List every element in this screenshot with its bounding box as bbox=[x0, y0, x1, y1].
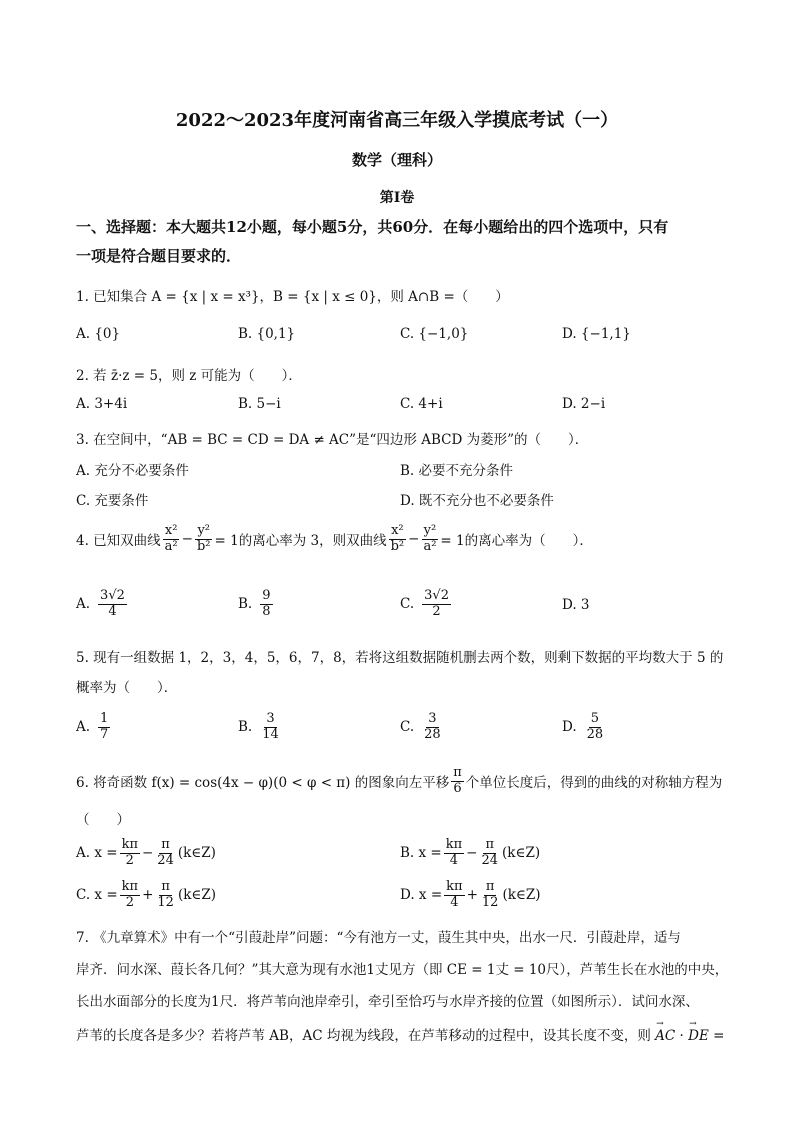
question-6-option-c: C. x = $\frac{k\pi}{2}$ + $\frac{\pi}{12}$ (k∈Z) bbox=[76, 879, 217, 910]
question-7-line4: 芦苇的长度各是多少？若将芦苇 AB，AC 均视为线段，在芦苇移动的过程中，设其长度不变，则 → AC · → DE = bbox=[76, 1024, 724, 1044]
question-6-option-b: B. x = $\frac{k\pi}{4}$ − $\frac{\pi}{24}$ (k∈Z) bbox=[400, 837, 541, 868]
question-2-option-b: B. 5−i bbox=[238, 396, 281, 412]
question-6-line2: （ ） bbox=[76, 812, 130, 828]
question-7-line3: 长出水面部分的长度为1尺．将芦苇向池岸牵引，牵引至恰巧与水岸齐接的位置（如图所示）．试问水深、 bbox=[76, 994, 699, 1010]
volume-title: 第Ⅰ卷 bbox=[379, 190, 415, 206]
question-4-stem-part3: = 1的离心率为（ ）． bbox=[440, 533, 593, 550]
question-4-stem-part2: = 1的离心率为 3，则双曲线 bbox=[214, 533, 387, 550]
question-2-option-a: A. 3+4i bbox=[76, 396, 128, 412]
vector-de: → DE bbox=[688, 1028, 709, 1044]
question-3-stem: 3. 在空间中，“AB = BC = CD = DA ≠ AC”是“四边形 ABCD 为菱形”的（ ）． bbox=[76, 432, 589, 448]
question-5-line1: 5. 现有一组数据 1，2，3，4，5，6，7，8，若将这组数据随机删去两个数，则剩下数据的平均数大于 5 的 bbox=[76, 650, 724, 666]
question-3-option-a: A. 充分不必要条件 bbox=[76, 463, 189, 479]
question-4-option-d: D. 3 bbox=[562, 597, 590, 613]
question-6-stem: 6. 将奇函数 f(x) = cos(4x − φ)(0 < φ < π) 的图象向左平移 $\frac{\pi}{6}$ 个单位长度后，得到的曲线的对称轴方程为 bbox=[76, 765, 723, 796]
subject-title: 数学（理科） bbox=[351, 151, 442, 169]
question-2-option-c: C. 4+i bbox=[400, 396, 443, 412]
question-5-option-a: A. $\frac{1}{7}$ bbox=[76, 711, 109, 742]
section-heading-line2: 一项是符合题目要求的． bbox=[76, 247, 242, 265]
question-4-option-a: A. $\frac{3√2}{4}$ bbox=[76, 588, 125, 619]
question-3-option-d: D. 既不充分也不必要条件 bbox=[400, 493, 554, 509]
vector-ac: → AC bbox=[655, 1028, 675, 1044]
question-5-option-c: C. $\frac{3}{28}$ bbox=[400, 711, 441, 742]
question-2-stem: 2. 若 z̄·z = 5，则 z 可能为（ ）． bbox=[76, 368, 302, 384]
question-7-line1: 7. 《九章算术》中有一个“引葭赴岸”问题：“今有池方一丈，葭生其中央，出水一尺．引葭赴岸，适与 bbox=[76, 930, 681, 946]
question-5-option-b: B. $\frac{3}{14}$ bbox=[238, 711, 279, 742]
exam-title: 2022～2023年度河南省高三年级入学摸底考试（一） bbox=[175, 110, 619, 131]
question-1-option-b: B. {0,1} bbox=[238, 326, 296, 342]
question-3-option-c: C. 充要条件 bbox=[76, 493, 149, 509]
section-heading-line1: 一、选择题：本大题共12小题，每小题5分，共60分．在每小题给出的四个选项中，只有 bbox=[76, 218, 669, 236]
question-1-option-a: A. {0} bbox=[76, 326, 121, 342]
question-5-option-d: D. $\frac{5}{28}$ bbox=[562, 711, 604, 742]
question-1-option-d: D. {−1,1} bbox=[562, 326, 631, 342]
fraction-y2-b2: $\frac{\text{y²}}{\text{b²}}$ bbox=[196, 523, 211, 554]
question-4-option-b: B. $\frac{9}{8}$ bbox=[238, 588, 271, 619]
question-7-line2: 岸齐．问水深、葭长各几何？”其大意为现有水池1丈见方（即 CE = 1丈 = 10尺），芦苇生长在水池的中央， bbox=[76, 962, 729, 978]
question-3-option-b: B. 必要不充分条件 bbox=[400, 463, 514, 479]
question-4-option-c: C. $\frac{3√2}{2}$ bbox=[400, 588, 449, 619]
question-1-option-c: C. {−1,0} bbox=[400, 326, 469, 342]
fraction-y2-a2: $\frac{\text{y²}}{\text{a²}}$ bbox=[423, 523, 437, 554]
question-4-stem: 4. 已知双曲线 $\frac{\text{x²}}{\text{a²}}$ − $\frac{\text{y²}}{\text{b²}}$ = 1的离心率为 3，则双曲线 $\frac{\text{x²}}{\text{b²}}$ − $\frac{\text{y²}}{\text{a²}}$ = 1的离心率为（ ）． bbox=[76, 523, 593, 554]
fraction-x2-b2: $\frac{\text{x²}}{\text{b²}}$ bbox=[390, 523, 405, 554]
question-1-stem: 1. 已知集合 A = {x | x = x³}，B = {x | x ≤ 0}，则 A∩B =（ ） bbox=[76, 289, 509, 305]
question-4-stem-part1: 4. 已知双曲线 bbox=[76, 533, 161, 550]
question-2-option-d: D. 2−i bbox=[562, 396, 606, 412]
fraction-x2-a2: $\frac{\text{x²}}{\text{a²}}$ bbox=[164, 523, 178, 554]
question-6-option-d: D. x = $\frac{k\pi}{4}$ + $\frac{\pi}{12}$ (k∈Z) bbox=[400, 879, 541, 910]
question-5-line2: 概率为（ ）． bbox=[76, 680, 178, 696]
question-6-option-a: A. x = $\frac{k\pi}{2}$ − $\frac{\pi}{24}$ (k∈Z) bbox=[76, 837, 216, 868]
